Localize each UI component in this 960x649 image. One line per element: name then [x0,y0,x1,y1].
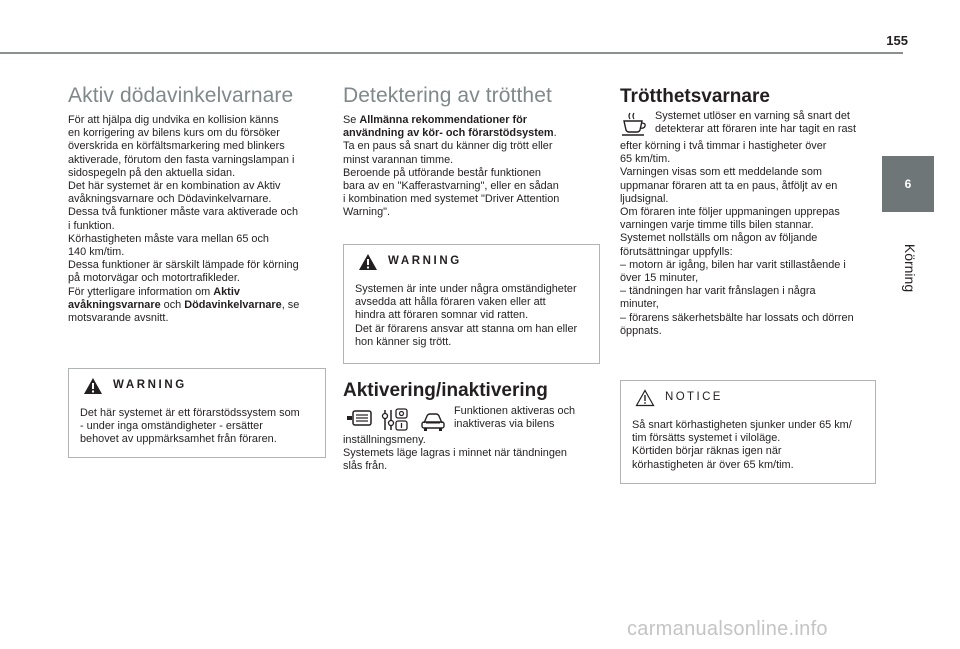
text-line: Körhastigheten måste vara mellan 65 och [68,232,269,245]
notice-label: NOTICE [665,391,723,403]
text-line: Körtiden börjar räknas igen när [632,445,782,458]
text-line: slås från. [343,460,388,473]
text-line: Systemet utlöser en varning så snart det [655,110,850,122]
text-line: Beroende på utförande består funktionen [343,166,541,179]
text-line: behovet av uppmärksamhet från föraren. [80,433,277,446]
text-line: För att hjälpa dig undvika en kollision känns [68,114,279,126]
text-line: Se Allmänna rekommendationer för [343,114,527,126]
link-blind-spot[interactable]: Dödavinkelvarnare [184,298,282,311]
fatigue-warning-icon-text [655,110,876,136]
text-line: uppmanar föraren att ta en paus, åtföljt av en [620,179,838,192]
text-line: För ytterligare information om Aktiv [68,285,240,298]
warning-triangle-icon [358,253,378,271]
text-line: Dessa funktioner är särskilt lämpade för körning [68,259,299,272]
text-line: Warning". [343,206,391,219]
section-title-fatigue-warning: Trötthetsvarnare [620,86,770,107]
link-general-recommendations[interactable]: Allmänna rekommendationer för [359,114,527,126]
text-line: Om föraren inte följer uppmaningen upprepas [620,206,840,219]
text-line: i kombination med systemet "Driver Attention [343,193,560,206]
link-active-lane[interactable]: Aktiv [213,285,240,298]
text-line: Systemet nollställs om någon av följande [620,232,818,245]
link-active-lane-2[interactable]: avåkningsvarnare [68,298,161,311]
subsection-title-activation: Aktivering/inaktivering [343,380,548,401]
car-icon [420,410,446,432]
warning-box [68,368,326,458]
warning-box [343,244,600,364]
coffee-cup-icon [620,111,648,137]
text-line: efter körning i två timmar i hastigheter över [620,140,827,152]
text-line: minuter, [620,298,659,311]
warning-text [355,283,600,349]
text-line: detekterar att föraren inte har tagit en rast [655,123,856,136]
text-line: Det här systemet är en kombination av Aktiv [68,180,281,193]
text-line: öppnats. [620,324,662,337]
text-line: avåkningsvarnare och Dödavinkelvarnare. [68,193,272,206]
notice-box [620,380,876,484]
section-title-blind-spot: Aktiv dödavinkelvarnare [68,84,294,107]
text-line: minst varannan timme. [343,153,454,166]
settings-menu-icon [345,408,373,430]
warning-text [80,407,320,447]
text-line: tim försätts systemet i viloläge. [632,432,781,445]
chapter-tab[interactable]: 6 [882,156,934,212]
text-line: Så snart körhastigheten sjunker under 65 km/ [632,419,852,431]
text-line: inaktiveras via bilens [454,418,555,431]
text-line: användning av kör- och förarstödsystem. [343,127,557,140]
text-line: över 15 minuter, [620,272,699,285]
watermark: carmanualsonline.info [627,618,828,640]
warning-label: WARNING [388,255,462,267]
text-line: förutsättningar uppfylls: [620,245,733,258]
text-line: ljudsignal. [620,192,669,205]
text-line: Systemets läge lagras i minnet när tändningen [343,447,567,460]
text-line: 65 km/tim. [620,153,671,166]
text-line: avåkningsvarnare och Dödavinkelvarnare, se [68,298,300,311]
text-line: Ta en paus så snart du känner dig trött eller [343,140,553,153]
text-line: Systemen är inte under några omständigheter [355,283,577,295]
driving-aids-icon [380,406,410,434]
fatigue-warning-body [620,140,876,338]
fatigue-body [343,114,600,220]
text-line: hon känner sig trött. [355,335,452,348]
blind-spot-body [68,114,326,325]
text-line: aktiverade, förutom den fasta varningslampan i [68,153,295,166]
text-line: överskrida en körfältsmarkering med blinkers [68,140,285,153]
section-title-fatigue: Detektering av trötthet [343,84,552,107]
text-line: hindra att föraren somnar vid ratten. [355,309,529,322]
text-line: en korrigering av bilens kurs om du försöker [68,127,280,140]
text-line: Det är förarens ansvar att stanna om han eller [355,322,578,335]
text-line: på motorvägar och motortrafikleder. [68,272,240,285]
text-line: 140 km/tim. [68,246,125,259]
notice-text [632,419,874,472]
warning-label: WARNING [113,379,187,391]
activation-icon-text [454,405,600,431]
text-line: Funktionen aktiveras och [454,405,576,417]
header-rule [0,52,903,54]
text-line: Dessa två funktioner måste vara aktiverade och [68,206,299,219]
notice-triangle-icon [635,389,655,407]
text-line: Varningen visas som ett meddelande som [620,166,822,179]
text-line: i funktion. [68,219,115,232]
text-line: avsedda att hålla föraren vaken eller att [355,296,546,309]
chapter-label: Körning [902,243,918,293]
text-line: bara av en "Kafferastvarning", eller en sådan [343,180,559,193]
text-line: – förarens säkerhetsbälte har lossats och dörren [620,311,854,324]
text-line: varningen varje timme tills bilen stannar. [620,219,814,232]
activation-body [343,434,600,474]
text-line: inställningsmeny. [343,434,426,446]
text-line: – motorn är igång, bilen har varit stillastående i [620,258,846,271]
text-line: – tändningen har varit frånslagen i några [620,285,816,298]
link-general-recommendations-2[interactable]: användning av kör- och förarstödsystem [343,127,554,140]
text-line: motsvarande avsnitt. [68,312,169,325]
page-number: 155 [886,33,908,48]
warning-triangle-icon [83,377,103,395]
text-line: - under inga omständigheter - ersätter [80,420,263,433]
text-line: sidospegeln på den aktuella sidan. [68,166,236,179]
text-line: Det här systemet är ett förarstödssystem som [80,407,300,419]
text-line: körhastigheten är över 65 km/tim. [632,458,794,471]
